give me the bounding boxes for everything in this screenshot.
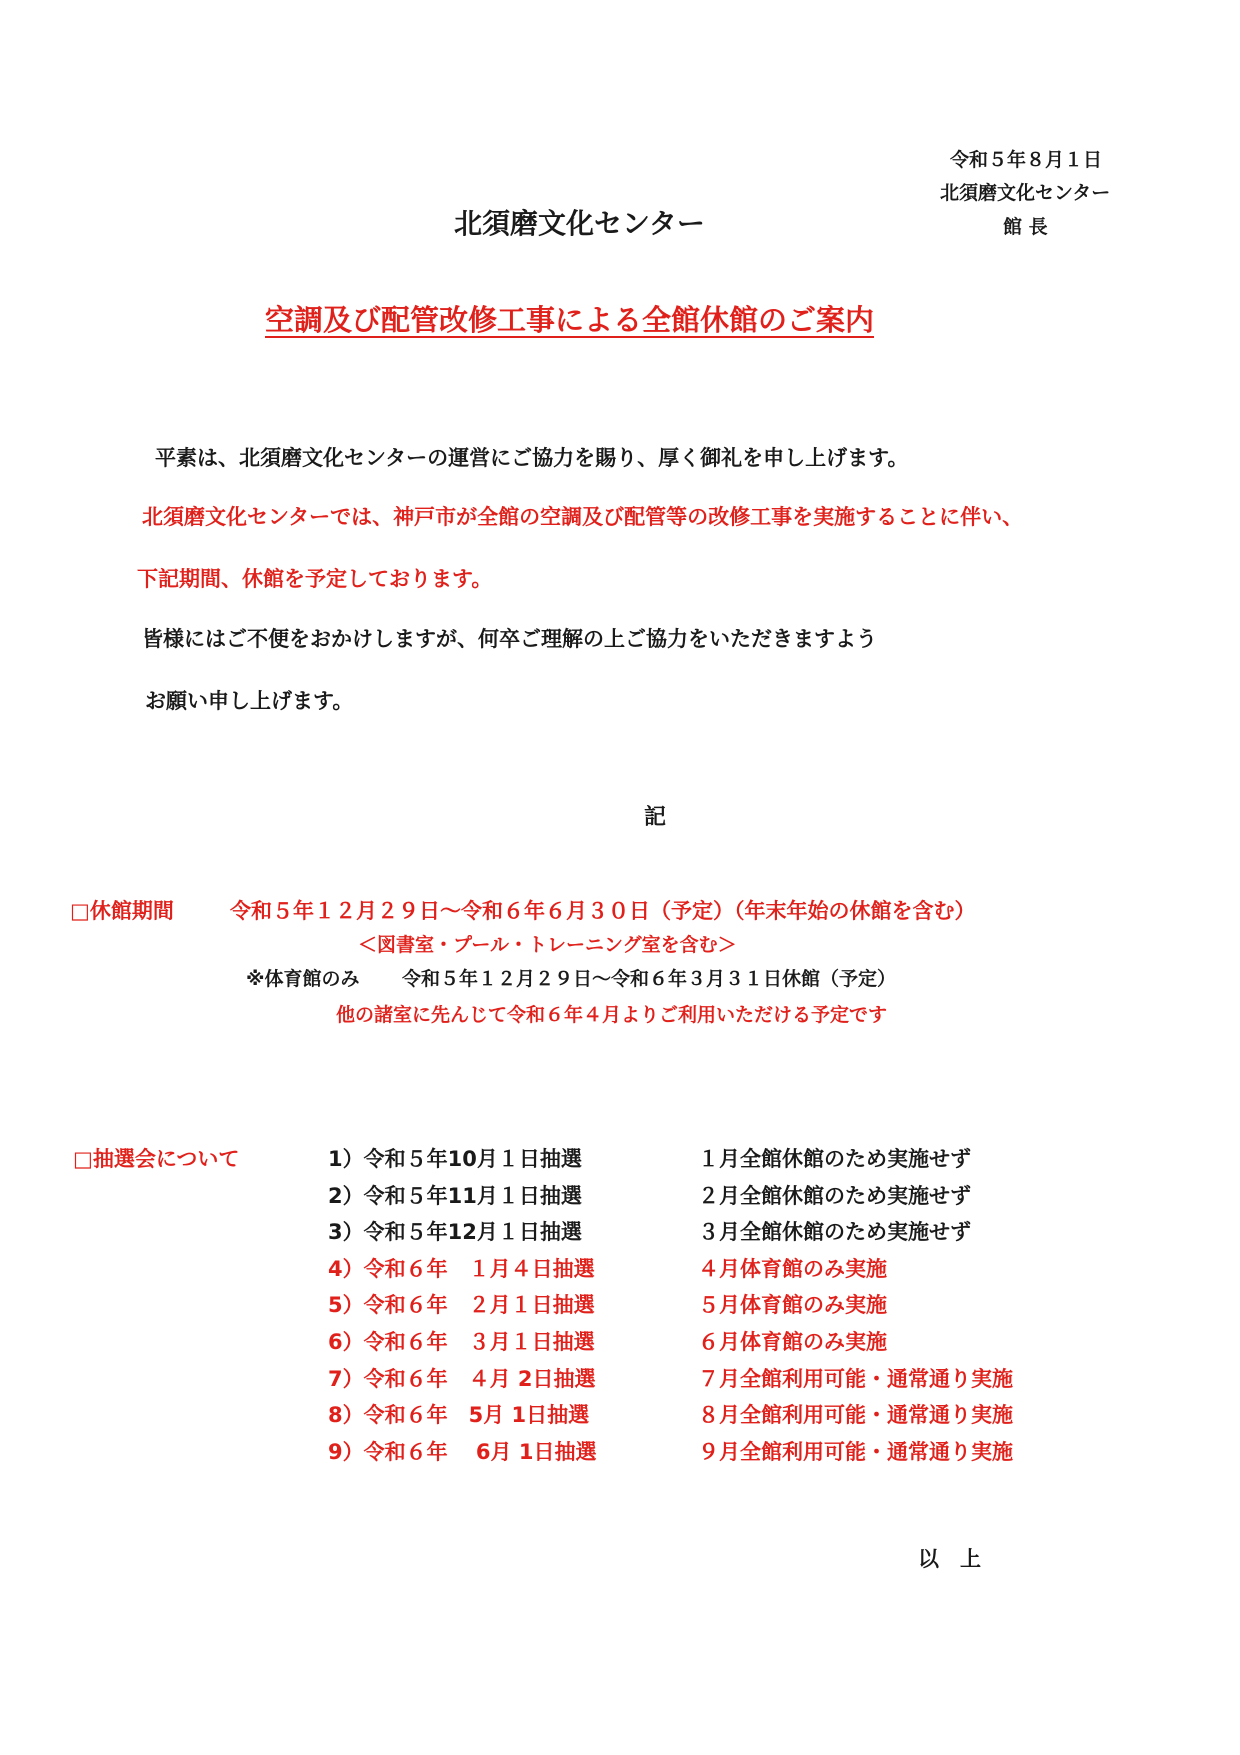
greeting-line: 平素は、北須磨文化センターの運営にご協力を賜り、厚く御礼を申し上げます。 <box>155 446 909 470</box>
lottery-row-date: 7）令和６年 ４月 2日抽選 <box>328 1367 596 1391</box>
lottery-row-date: 9）令和６年 6月 1日抽選 <box>328 1440 597 1464</box>
body-line-apology: 皆様にはご不便をおかけしますが、何卒ご理解の上ご協力をいただきますよう <box>142 627 877 651</box>
lottery-row-date: 2）令和５年11月１日抽選 <box>328 1184 582 1208</box>
issue-date: 令和５年８月１日 <box>950 149 1103 171</box>
closing-mark: 以 上 <box>918 1547 981 1571</box>
lottery-row-date: 3）令和５年12月１日抽選 <box>328 1220 582 1244</box>
gym-label: ※体育館のみ <box>246 968 360 990</box>
lottery-row-date: 6）令和６年 ３月１日抽選 <box>328 1330 595 1354</box>
document-title: 北須磨文化センター <box>454 207 705 240</box>
body-line-closure: 下記期間、休館を予定しております。 <box>137 567 493 591</box>
closure-label: □休館期間 <box>70 899 174 923</box>
lottery-row-note: ８月全館利用可能・通常通り実施 <box>698 1403 1013 1427</box>
lottery-row-note: ５月体育館のみ実施 <box>698 1293 887 1317</box>
body-line-announcement: 北須磨文化センターでは、神戸市が全館の空調及び配管等の改修工事を実施することに伴い、 <box>142 505 1024 529</box>
closure-period: 令和５年１２月２９日～令和６年６月３０日（予定）（年末年始の休館を含む） <box>230 899 976 923</box>
lottery-row-note: １月全館休館のため実施せず <box>698 1147 971 1171</box>
lottery-label: □抽選会について <box>73 1147 240 1171</box>
lottery-row-date: 8）令和６年 5月 1日抽選 <box>328 1403 590 1427</box>
lottery-row-note: ６月体育館のみ実施 <box>698 1330 887 1354</box>
lottery-row-date: 5）令和６年 ２月１日抽選 <box>328 1293 595 1317</box>
ki-marker: 記 <box>644 805 667 830</box>
issuer-organization: 北須磨文化センター <box>940 182 1111 204</box>
body-line-request: お願い申し上げます。 <box>145 689 354 713</box>
issuer-title: 館 長 <box>1003 216 1048 238</box>
gym-note: 他の諸室に先んじて令和６年４月よりご利用いただける予定です <box>336 1004 888 1026</box>
closure-includes: ＜図書室・プール・トレーニング室を含む＞ <box>358 934 737 956</box>
lottery-row-note: ４月体育館のみ実施 <box>698 1257 887 1281</box>
notice-heading: 空調及び配管改修工事による全館休館のご案内 <box>265 303 875 337</box>
lottery-row-note: ９月全館利用可能・通常通り実施 <box>698 1440 1013 1464</box>
lottery-row-date: 4）令和６年 １月４日抽選 <box>328 1257 595 1281</box>
gym-period: 令和５年１２月２９日～令和６年３月３１日休館（予定） <box>402 968 897 990</box>
lottery-row-note: ２月全館休館のため実施せず <box>698 1184 971 1208</box>
lottery-row-note: ３月全館休館のため実施せず <box>698 1220 971 1244</box>
lottery-row-date: 1）令和５年10月１日抽選 <box>328 1147 582 1171</box>
lottery-row-note: ７月全館利用可能・通常通り実施 <box>698 1367 1013 1391</box>
